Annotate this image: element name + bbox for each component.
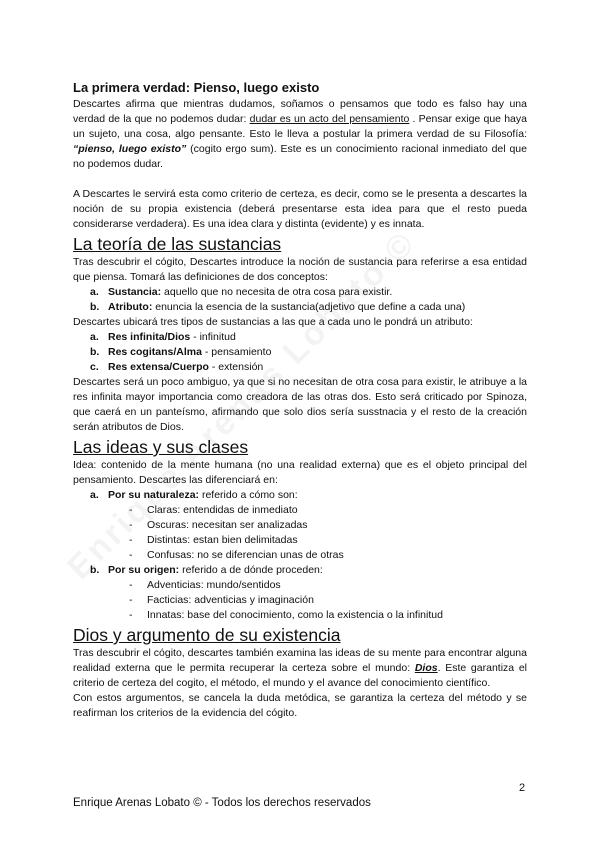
definition-list <box>73 285 527 315</box>
text: Adventicias: mundo/sentidos <box>147 579 281 591</box>
text: . Este garantiza el criterio de certeza del cogito, el método, el mundo y el avance del conocimiento científico. <box>73 662 527 689</box>
emphasis-text: “pienso, luego existo” <box>73 143 187 155</box>
paragraph: A Descartes le servirá esta como criterio de certeza, es decir, como se le presenta a descartes la noción de su propia existencia (deberá presentarse esta idea para que el resto pueda considerarse verdadera). Es una idea clara y distinta (evidente) y es innata. <box>73 188 527 230</box>
list-item <box>73 345 527 360</box>
text: Oscuras: necesitan ser analizadas <box>147 519 308 531</box>
list-marker: c. <box>90 361 99 373</box>
text: Innatas: base del conocimiento, como la existencia o la infinitud <box>147 609 443 621</box>
paragraph <box>73 646 527 691</box>
text: enuncia la esencia de la sustancia(adjetivo que define a cada una) <box>152 301 466 313</box>
sublist-origen <box>73 578 527 623</box>
list-item <box>73 360 527 375</box>
section-title-primera-verdad: La primera verdad: Pienso, luego existo <box>73 80 320 95</box>
list-item <box>73 300 527 315</box>
term: Sustancia: <box>108 286 162 298</box>
idea-classes-list-b <box>73 563 527 578</box>
section-title-dios: Dios y argumento de su existencia <box>73 625 341 645</box>
term: Res infinita/Dios <box>108 331 191 343</box>
list-item <box>73 593 527 608</box>
page-number: 2 <box>519 782 526 794</box>
list-marker: a. <box>90 286 99 298</box>
list-item <box>73 330 527 345</box>
dash-marker: - <box>129 609 133 621</box>
list-item <box>73 518 527 533</box>
paragraph: Idea: contenido de la mente humana (no una realidad externa) que es el objeto principal del pensamiento. Descartes las diferenciará en: <box>73 459 527 486</box>
list-item <box>73 578 527 593</box>
list-marker: b. <box>90 346 100 358</box>
text: - infinitud <box>190 331 236 343</box>
footer: Enrique Arenas Lobato © - Todos los derechos reservados <box>73 797 371 809</box>
text: Confusas: no se diferencian unas de otras <box>147 549 344 561</box>
sublist-naturaleza <box>73 503 527 563</box>
underlined-text: dudar es un acto del pensamiento <box>249 113 410 125</box>
list-marker: b. <box>90 301 100 313</box>
text: Facticias: adventicias y imaginación <box>147 594 314 606</box>
document-page <box>73 80 527 721</box>
text: Claras: entendidas de inmediato <box>147 504 298 516</box>
list-marker: b. <box>90 564 100 576</box>
term: Res extensa/Cuerpo <box>108 361 209 373</box>
section-title-ideas: Las ideas y sus clases <box>73 437 249 457</box>
list-marker: a. <box>90 489 99 501</box>
text: - pensamiento <box>201 346 272 358</box>
list-item <box>73 285 527 300</box>
text: Distintas: estan bien delimitadas <box>147 534 298 546</box>
list-item <box>73 563 527 578</box>
text: . Pensar exige que haya un sujeto, una cosa, algo pensante. Esto le lleva a postular la primera verdad de su Filosofía: <box>73 113 527 140</box>
paragraph: Tras descubrir el cógito, Descartes introduce la noción de sustancia para referirse a esa entidad que piensa. Tomará las definiciones de dos conceptos: <box>73 256 527 283</box>
text: (cogito ergo sum). Este es un conocimiento racional inmediato del que no podemos dudar. <box>73 143 527 170</box>
list-marker: a. <box>90 331 99 343</box>
idea-classes-list <box>73 488 527 503</box>
term: Atributo: <box>108 301 153 313</box>
list-item <box>73 533 527 548</box>
list-item <box>73 548 527 563</box>
dash-marker: - <box>129 534 133 546</box>
text: aquello que no necesita de otra cosa para existir. <box>161 286 393 298</box>
text: referido a cómo son: <box>199 489 298 501</box>
paragraph: Descartes ubicará tres tipos de sustancias a las que a cada uno le pondrá un atributo: <box>73 316 473 328</box>
dash-marker: - <box>129 579 133 591</box>
section-title-sustancias: La teoría de las sustancias <box>73 234 282 254</box>
term: Res cogitans/Alma <box>108 346 202 358</box>
dash-marker: - <box>129 594 133 606</box>
term: Por su naturaleza: <box>108 489 200 501</box>
paragraph: Descartes será un poco ambiguo, ya que si no necesitan de otra cosa para existir, le atribuye a la res infinita mayor importancia como creadora de las otras dos. Esto será criticado por Spinoza, que caerá en un panteísmo, afirmando que solo dios sería susstnacia y el resto de la creación serán atributos de Dios. <box>73 376 527 433</box>
text: referido a de dónde proceden: <box>179 564 323 576</box>
text: Descartes afirma que mientras dudamos, soñamos o pensamos que todo es falso hay una verdad de la que no podemos dudar: <box>73 98 527 125</box>
text: - extensión <box>208 361 264 373</box>
emphasis-text: Dios <box>414 662 438 674</box>
list-item <box>73 608 527 623</box>
paragraph <box>73 97 527 172</box>
list-item <box>73 503 527 518</box>
text: Tras descubrir el cógito, descartes también examina las ideas de su mente para encontrar alguna realidad externa que le permita recuperar la certeza sobre el mundo: <box>73 647 527 674</box>
dash-marker: - <box>129 549 133 561</box>
dash-marker: - <box>129 519 133 531</box>
term: Por su origen: <box>108 564 180 576</box>
list-item <box>73 488 527 503</box>
dash-marker: - <box>129 504 133 516</box>
substance-types-list <box>73 330 527 375</box>
paragraph: Con estos argumentos, se cancela la duda metódica, se garantiza la certeza del método y se reafirman los criterios de la evidencia del cógito. <box>73 692 527 719</box>
